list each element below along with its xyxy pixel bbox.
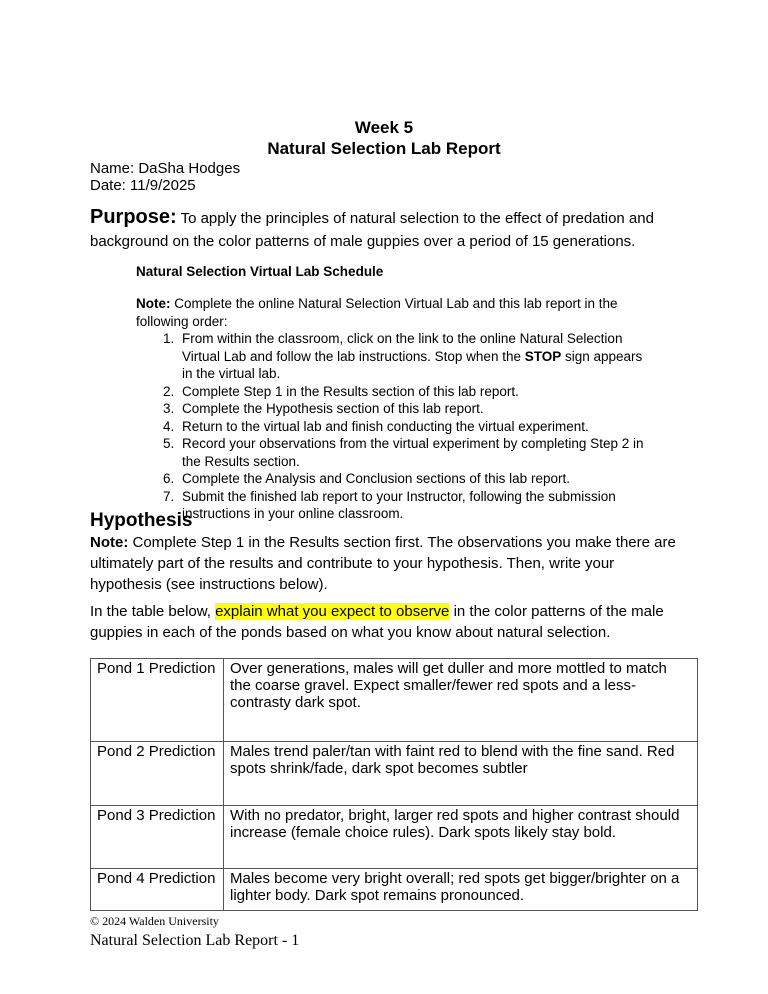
pond-label: Pond 3 Prediction xyxy=(91,806,224,869)
pond-label: Pond 1 Prediction xyxy=(91,659,224,742)
hypothesis-heading: Hypothesis xyxy=(90,510,193,531)
step-text: sign appears in the virtual lab. xyxy=(182,348,643,381)
note-label: Note: xyxy=(136,296,171,311)
note-text: Complete Step 1 in the Results section first. The observations you make there are ultimately part of the results and contribute to your hypothesis. Then, write your hypothesis (see instructions below). xyxy=(90,534,676,593)
stop-word: STOP xyxy=(524,348,562,364)
step-item: 2. Complete Step 1 in the Results section of this lab report. xyxy=(178,383,644,401)
step-item xyxy=(178,330,644,383)
table-row xyxy=(91,869,698,911)
schedule-note xyxy=(136,295,636,330)
purpose-paragraph xyxy=(90,206,710,253)
step-item: 5. Record your observations from the virtual experiment by completing Step 2 in the Results section. xyxy=(178,435,644,470)
purpose-label: Purpose: xyxy=(90,206,177,228)
prediction-cell[interactable]: With no predator, bright, larger red spots and higher contrast should increase (female choice rules). Dark spots likely stay bold. xyxy=(224,806,698,869)
step-text: From within the classroom, click on the link to the online Natural Selection Virtual Lab and follow the lab instructions. Stop when the xyxy=(182,331,623,364)
schedule-heading: Natural Selection Virtual Lab Schedule xyxy=(136,264,384,279)
copyright: © 2024 Walden University xyxy=(90,914,219,928)
prediction-table xyxy=(90,658,698,911)
student-name: Name: DaSha Hodges xyxy=(90,160,241,177)
step-item: 4. Return to the virtual lab and finish conducting the virtual experiment. xyxy=(178,418,644,436)
table-row xyxy=(91,806,698,869)
intro-text: in the color patterns of the male guppies in each of the ponds based on what you know about natural selection. xyxy=(90,603,664,641)
week-heading: Week 5 xyxy=(354,118,414,137)
table-row xyxy=(91,742,698,806)
table-row xyxy=(91,659,698,742)
prediction-cell[interactable]: Over generations, males will get duller and more mottled to match the coarse gravel. Expect smaller/fewer red spots and a less-contrasty dark spot. xyxy=(224,659,698,742)
note-label: Note: xyxy=(90,534,129,551)
pond-label: Pond 2 Prediction xyxy=(91,742,224,806)
report-date: Date: 11/9/2025 xyxy=(90,177,196,194)
document-title: Natural Selection Lab Report xyxy=(267,139,501,158)
schedule-steps xyxy=(136,330,644,523)
table-intro xyxy=(90,601,690,643)
intro-text: In the table below, xyxy=(90,603,216,620)
page-footer: Natural Selection Lab Report - 1 xyxy=(90,932,300,949)
hypothesis-note xyxy=(90,532,690,595)
prediction-cell[interactable]: Males trend paler/tan with faint red to blend with the fine sand. Red spots shrink/fade, dark spot becomes subtler xyxy=(224,742,698,806)
pond-label: Pond 4 Prediction xyxy=(91,869,224,911)
note-text: Complete the online Natural Selection Virtual Lab and this lab report in the following order: xyxy=(136,296,618,329)
step-item: 7. Submit the finished lab report to your Instructor, following the submission instructions in your online classroom. xyxy=(178,488,644,523)
highlighted-instruction: explain what you expect to observe xyxy=(215,603,450,620)
step-item: 6. Complete the Analysis and Conclusion sections of this lab report. xyxy=(178,470,644,488)
step-item: 3. Complete the Hypothesis section of this lab report. xyxy=(178,400,644,418)
purpose-text: To apply the principles of natural selection to the effect of predation and background on the color patterns of male guppies over a period of 15 generations. xyxy=(90,210,654,250)
prediction-cell[interactable]: Males become very bright overall; red spots get bigger/brighter on a lighter body. Dark spot remains pronounced. xyxy=(224,869,698,911)
